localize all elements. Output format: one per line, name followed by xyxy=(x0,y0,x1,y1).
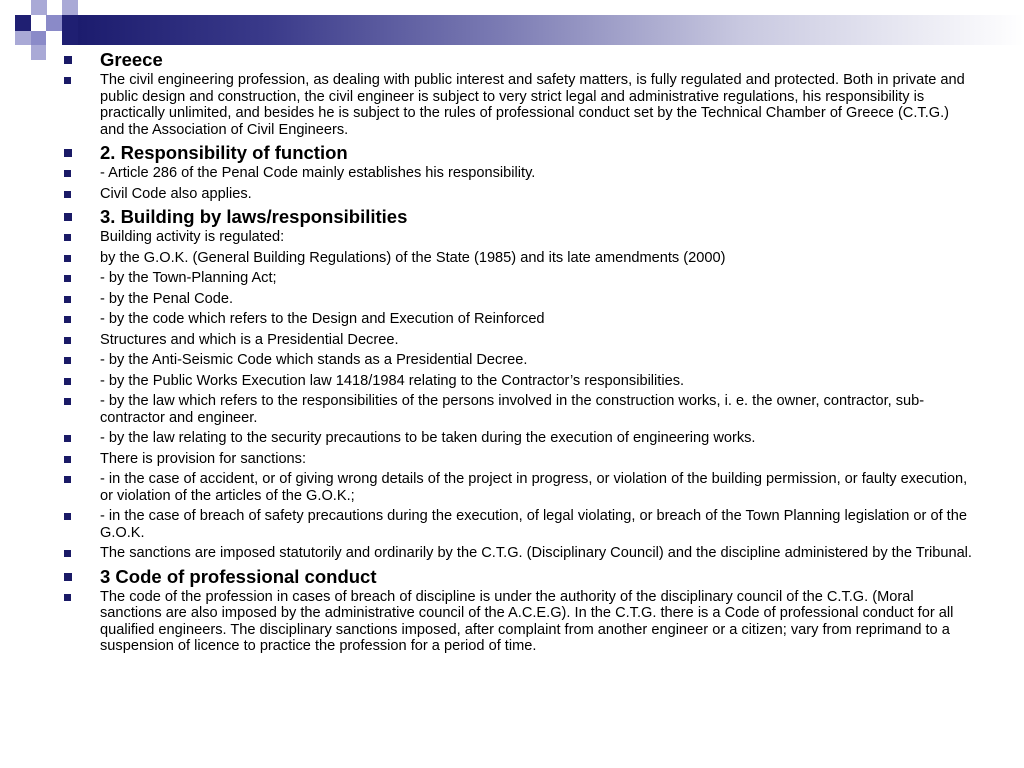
square-bullet-icon xyxy=(64,170,71,177)
bullet-item xyxy=(62,270,972,287)
square-bullet-icon xyxy=(64,594,71,601)
slide-body xyxy=(62,49,972,659)
bullet-item xyxy=(62,471,972,504)
bullet-item xyxy=(62,291,972,308)
bullet-text: - by the Anti-Seismic Code which stands as a Presidential Decree. xyxy=(100,352,528,368)
section-heading xyxy=(62,566,972,587)
square-bullet-icon xyxy=(64,316,71,323)
square-bullet-icon xyxy=(64,456,71,463)
header-square xyxy=(31,31,46,45)
bullet-text: Building activity is regulated: xyxy=(100,229,285,245)
heading-text: 2. Responsibility of function xyxy=(100,142,348,163)
bullet-text: - by the Penal Code. xyxy=(100,290,234,307)
bullet-item xyxy=(62,373,972,390)
bullet-item xyxy=(62,545,972,562)
square-bullet-icon xyxy=(64,191,71,198)
bullet-item xyxy=(62,393,972,426)
heading-text: 3 Code of professional conduct xyxy=(100,565,377,587)
square-bullet-icon xyxy=(64,56,72,64)
square-bullet-icon xyxy=(64,296,71,303)
bullet-item xyxy=(62,72,972,138)
header-gradient-bar xyxy=(78,15,1024,45)
bullet-text: The code of the profession in cases of breach of discipline is under the authority of the disciplinary council of the C.T.G. (Moral sanctions are also imposed by the administrative council of the A.C.E.G). In the C.T.G. there is a Code of professional conduct for all qualified engineers. The disciplinary sanctions imposed, after complaint from another engineer or a citizen; vary from reprimand to a suspension of licence to practice the profession for a period of time. xyxy=(100,588,954,654)
bullet-text: - by the law relating to the security precautions to be taken during the execution of engineering works. xyxy=(100,430,756,446)
bullet-item xyxy=(62,229,972,246)
bullet-list xyxy=(62,49,972,655)
header-square xyxy=(62,0,78,15)
square-bullet-icon xyxy=(64,550,71,557)
square-bullet-icon xyxy=(64,513,71,520)
bullet-text: - by the Public Works Execution law 1418/1984 relating to the Contractor’s responsibilities. xyxy=(100,372,685,389)
bullet-text: - in the case of breach of safety precautions during the execution, of legal violating, or breach of the Town Planning legislation or of the G.O.K. xyxy=(100,508,967,541)
heading-text: 3. Building by laws/responsibilities xyxy=(100,206,408,227)
square-bullet-icon xyxy=(64,378,71,385)
bullet-text: - by the law which refers to the responsibilities of the persons involved in the construction works, i. e. the owner, contractor, sub-contractor and engineer. xyxy=(100,393,925,426)
square-bullet-icon xyxy=(64,149,72,157)
header-square xyxy=(62,15,78,45)
bullet-text: There is provision for sanctions: xyxy=(100,450,307,467)
bullet-item xyxy=(62,451,972,468)
section-heading xyxy=(62,49,972,70)
heading-text: Greece xyxy=(100,49,163,70)
bullet-text: - by the Town-Planning Act; xyxy=(100,270,277,286)
square-bullet-icon xyxy=(64,255,71,262)
bullet-item xyxy=(62,311,972,328)
header-square xyxy=(31,45,46,60)
square-bullet-icon xyxy=(64,213,72,221)
bullet-item xyxy=(62,430,972,447)
bullet-item xyxy=(62,186,972,203)
square-bullet-icon xyxy=(64,357,71,364)
square-bullet-icon xyxy=(64,476,71,483)
bullet-item xyxy=(62,352,972,369)
header-square xyxy=(46,15,62,31)
bullet-text: Structures and which is a Presidential Decree. xyxy=(100,331,399,348)
header-square xyxy=(15,15,31,31)
bullet-text: The sanctions are imposed statutorily and ordinarily by the C.T.G. (Disciplinary Council) and the discipline administered by the Tribunal. xyxy=(100,545,972,561)
bullet-text: - Article 286 of the Penal Code mainly establishes his responsibility. xyxy=(100,165,536,181)
square-bullet-icon xyxy=(64,275,71,282)
square-bullet-icon xyxy=(64,77,71,84)
bullet-item xyxy=(62,250,972,267)
bullet-item xyxy=(62,589,972,655)
bullet-item xyxy=(62,508,972,541)
section-heading xyxy=(62,206,972,227)
bullet-text: - by the code which refers to the Design and Execution of Reinforced xyxy=(100,311,545,327)
square-bullet-icon xyxy=(64,573,72,581)
section-heading xyxy=(62,142,972,163)
bullet-item xyxy=(62,332,972,349)
bullet-text: by the G.O.K. (General Building Regulations) of the State (1985) and its late amendments (2000) xyxy=(100,249,726,266)
square-bullet-icon xyxy=(64,435,71,442)
header-square xyxy=(15,31,31,45)
bullet-text: Civil Code also applies. xyxy=(100,185,252,202)
square-bullet-icon xyxy=(64,337,71,344)
square-bullet-icon xyxy=(64,234,71,241)
bullet-text: - in the case of accident, or of giving wrong details of the project in progress, or violation of the building permission, or faulty execution, or violation of the articles of the G.O.K.; xyxy=(100,471,968,504)
header-square xyxy=(31,0,47,15)
bullet-item xyxy=(62,165,972,182)
square-bullet-icon xyxy=(64,398,71,405)
bullet-text: The civil engineering profession, as dealing with public interest and safety matters, is fully regulated and protected. Both in private and public design and construction, the civil engineer is subject to very strict legal and administrative regulations, his responsibility is practically unlimited, and besides he is subject to the rules of professional conduct set by the Technical Chamber of Greece (C.T.G.) and the Association of Civil Engineers. xyxy=(100,72,965,138)
